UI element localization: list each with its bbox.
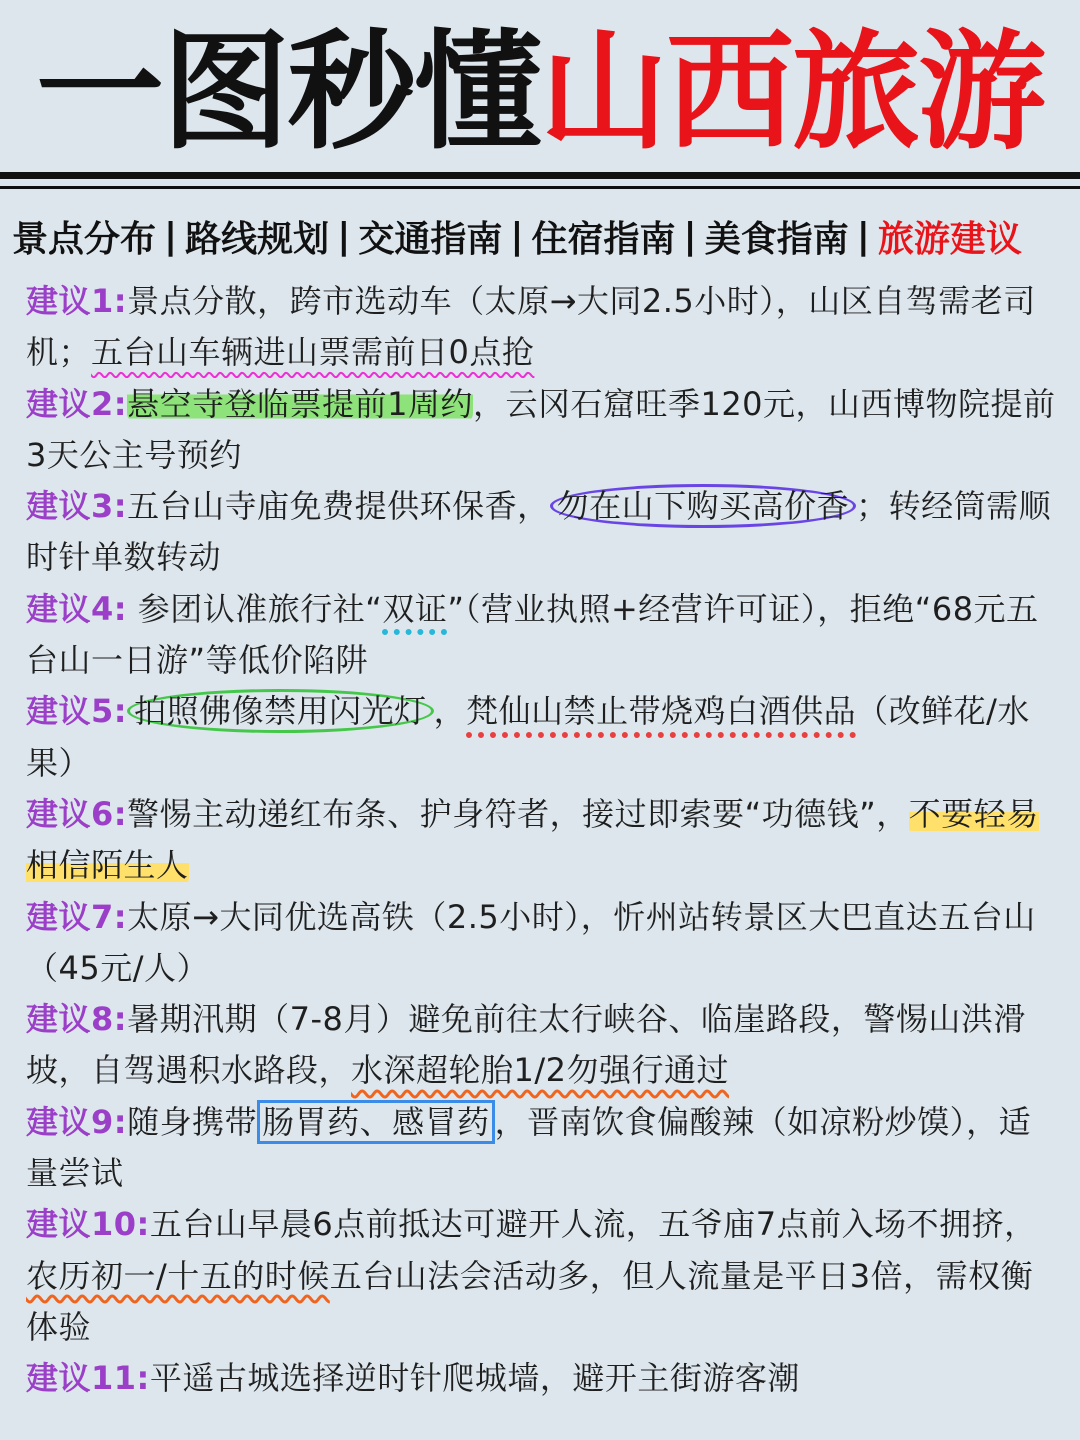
- highlighted-text: 勿在山下购买高价香: [550, 484, 857, 528]
- highlighted-text: 肠胃药、感冒药: [257, 1100, 495, 1144]
- nav-separator: |: [510, 215, 524, 257]
- tip-label: 建议3:: [26, 487, 128, 526]
- tip-text: 警惕主动递红布条、护身符者，接过即索要“功德钱”，: [127, 794, 909, 833]
- tip-text: ”（营业执照+经营许可证），拒绝“68元五台山一日游”等低价陷阱: [26, 589, 1039, 680]
- tip-text: 随身携带: [127, 1102, 258, 1141]
- title-divider-thin: [0, 186, 1080, 189]
- nav-item: 景点分布: [12, 218, 157, 260]
- page-title: [0, 18, 1080, 168]
- tip-label: 建议6:: [26, 794, 128, 833]
- tip-text: ，: [433, 692, 467, 731]
- highlighted-text: 水深超轮胎1/2勿强行通过: [351, 1051, 730, 1090]
- nav-separator: |: [337, 215, 351, 257]
- highlighted-text: 五台山车辆进山票需前日0点抢: [91, 333, 535, 372]
- tip-text: 五台山法会活动多，但人流量是平日3倍，需权衡体验: [26, 1256, 1034, 1346]
- nav-item: 交通指南: [358, 218, 503, 260]
- tip-text: 太原→大同优选高铁（2.5小时），忻州站转景区大巴直达五台山（45元/人）: [26, 897, 1036, 987]
- highlighted-text: 悬空寺登临票提前1周约: [127, 384, 473, 423]
- tip-text: ，晋南饮食偏酸辣（如凉粉炒馍），适量尝试: [26, 1102, 1032, 1193]
- tips-list: [26, 276, 1056, 1405]
- tip-label: 建议4:: [26, 589, 128, 628]
- tip-item: [26, 789, 1056, 892]
- tip-item: [26, 686, 1056, 789]
- highlighted-text: 梵仙山禁止带烧鸡白酒供品: [466, 692, 857, 731]
- tip-text: 五台山寺庙免费提供环保香，: [127, 487, 550, 526]
- tip-text: ；转经筒需顺时针单数转动: [26, 487, 1052, 577]
- nav-item: 住宿指南: [531, 218, 676, 260]
- category-nav: [12, 208, 1072, 264]
- highlighted-text: 双证: [382, 589, 448, 628]
- tip-label: 建议9:: [26, 1102, 128, 1141]
- tip-item: [26, 584, 1056, 687]
- tip-item: [26, 379, 1056, 482]
- nav-separator: |: [164, 215, 178, 257]
- title-divider-thick: [0, 172, 1080, 179]
- tip-text: 参团认准旅行社“: [127, 589, 383, 628]
- tip-text: ，云冈石窟旺季120元，山西博物院提前3天公主号预约: [26, 384, 1056, 474]
- tip-label: 建议1:: [26, 282, 128, 320]
- tip-label: 建议5:: [26, 692, 128, 731]
- title-red-part: 山西旅游: [540, 18, 1045, 167]
- tip-label: 建议2:: [26, 384, 128, 423]
- tip-text: 景点分散，跨市选动车（太原→大同2.5小时），山区自驾需老司机；: [26, 282, 1036, 372]
- nav-item: 美食指南: [704, 218, 849, 260]
- tip-text: 暑期汛期（7-8月）避免前往太行峡谷、临崖路段，警惕山洪滑坡，自驾遇积水路段，: [26, 1000, 1026, 1090]
- tip-text: （改鲜花/水果）: [26, 692, 1030, 782]
- tip-item: [26, 1097, 1056, 1200]
- title-black-part: 一图秒懂: [35, 18, 540, 167]
- tip-text: 平遥古城选择逆时针爬城墙，避开主街游客潮: [149, 1359, 800, 1398]
- highlighted-text: 不要轻易相信陌生人: [26, 794, 1039, 885]
- tip-item: [26, 1353, 1056, 1404]
- tip-label: 建议10:: [26, 1205, 150, 1244]
- highlighted-text: 农历初一/十五的时候: [26, 1256, 330, 1295]
- tip-label: 建议8:: [26, 1000, 128, 1039]
- highlighted-text: 拍照佛像禁用闪光灯: [127, 689, 434, 733]
- tip-label: 建议7:: [26, 897, 128, 936]
- nav-item: 旅游建议: [877, 218, 1022, 260]
- nav-separator: |: [683, 215, 697, 257]
- tip-item: [26, 892, 1056, 995]
- nav-separator: |: [856, 215, 870, 257]
- tip-item: [26, 276, 1056, 379]
- tip-label: 建议11:: [26, 1359, 150, 1398]
- tip-item: [26, 994, 1056, 1097]
- tip-item: [26, 1199, 1056, 1353]
- nav-item: 路线规划: [185, 218, 330, 260]
- tip-text: 五台山早晨6点前抵达可避开人流，五爷庙7点前入场不拥挤，: [149, 1205, 1037, 1244]
- tip-item: [26, 481, 1056, 584]
